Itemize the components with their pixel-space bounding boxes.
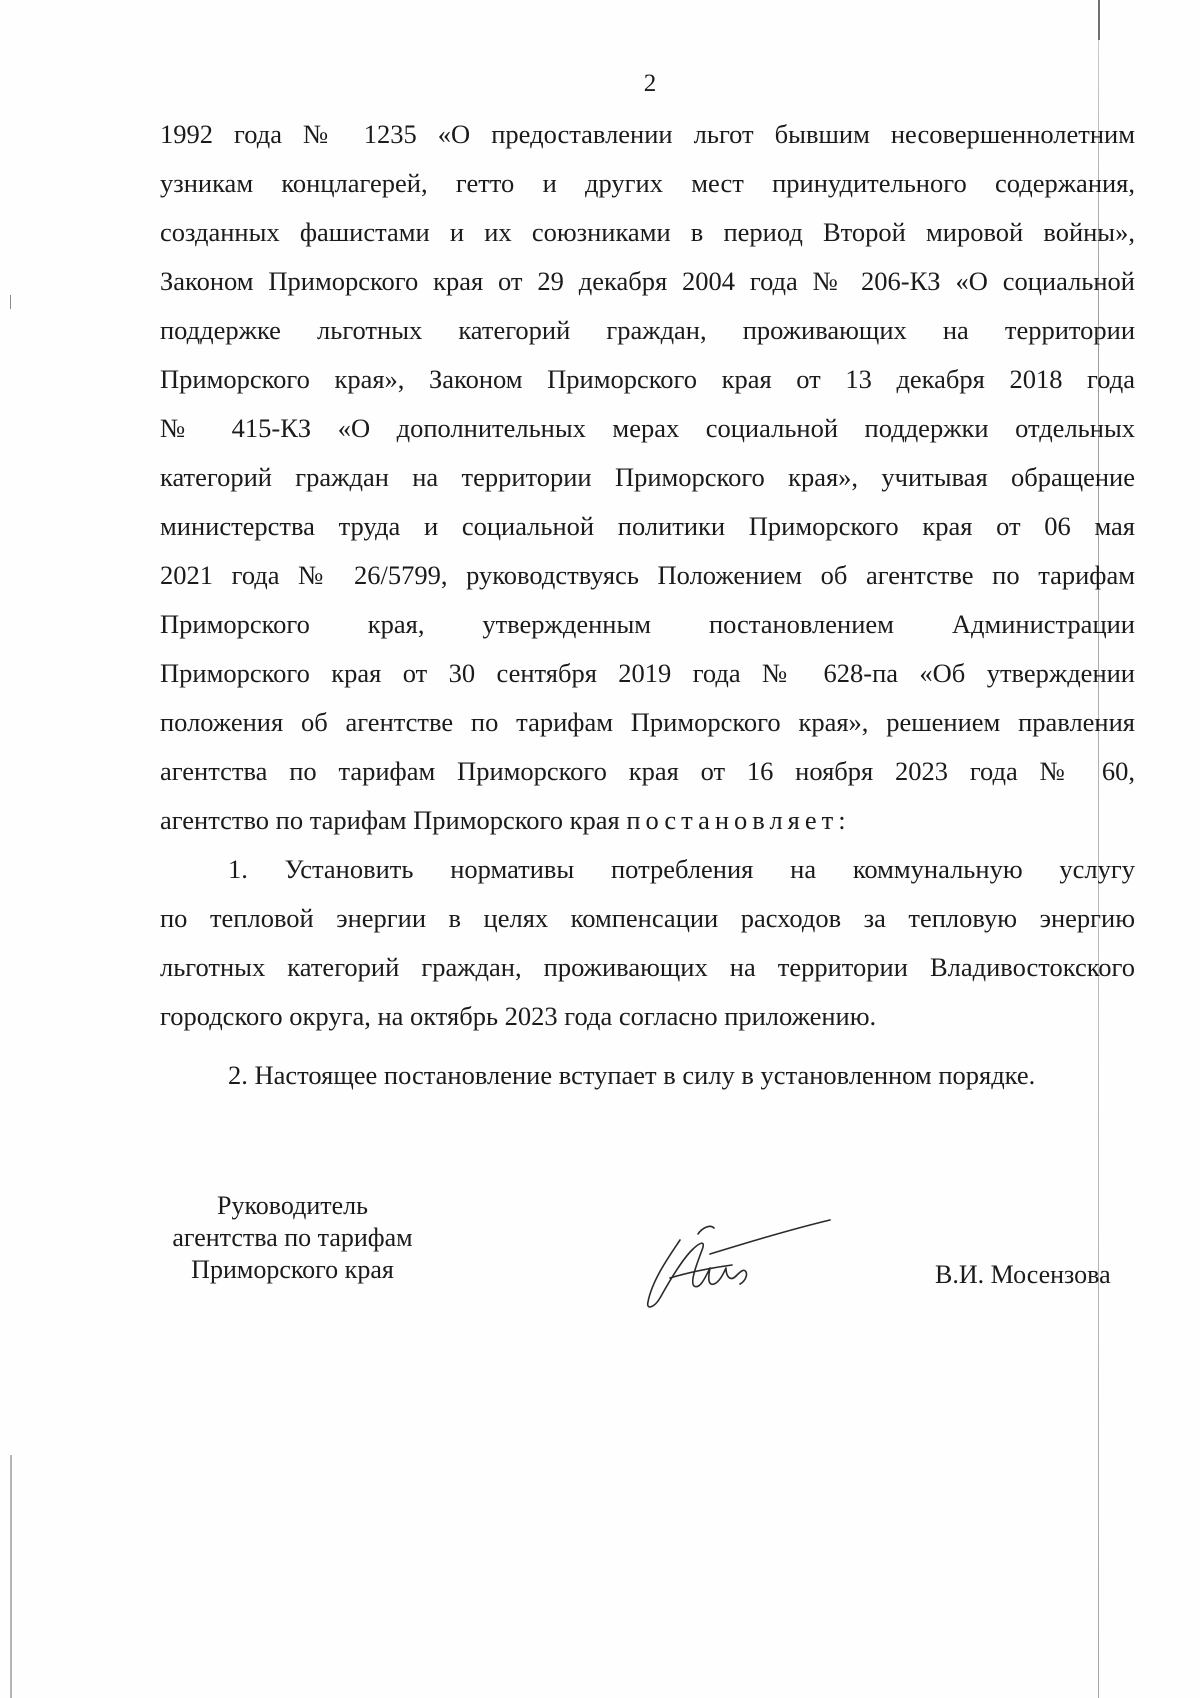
signatory-position (160, 1190, 425, 1286)
resolution-line (160, 796, 1135, 845)
scan-edge-left-bottom (10, 1455, 12, 1698)
item-1-line: по тепловой энергии в целях компенсации расходов за тепловую энергию (160, 903, 1135, 933)
body-line: министерства труда и социальной политики Приморского края от 06 мая (160, 511, 1135, 541)
body-line: 1992 года № 1235 «О предоставлении льгот бывшим несовершеннолетним (160, 119, 1135, 149)
item-1-line: городского округа, на октябрь 2023 года согласно приложению. (160, 1001, 877, 1031)
item-1-line: льготных категорий граждан, проживающих на территории Владивостокского (160, 952, 1135, 982)
body-line: положения об агентстве по тарифам Приморского края», решением правления (160, 707, 1135, 737)
signatory-name: В.И. Мосензова (935, 1260, 1111, 1289)
body-line: поддержке льготных категорий граждан, проживающих на территории (160, 315, 1135, 345)
resolution-keyword: постановляет: (626, 805, 851, 835)
handwritten-signature (640, 1210, 850, 1320)
item-1-line: 1. Установить нормативы потребления на коммунальную услугу (228, 854, 1135, 884)
body-line: № 415-КЗ «О дополнительных мерах социальной поддержки отдельных (160, 413, 1135, 443)
signatory-position-line: Руководитель (217, 1191, 368, 1220)
body-line: Приморского края от 30 сентября 2019 года № 628-па «Об утверждении (160, 658, 1135, 688)
page-number: 2 (643, 70, 657, 97)
signatory-position-line: агентства по тарифам (172, 1223, 413, 1252)
body-line: Приморского края, утвержденным постановлением Администрации (160, 609, 1135, 639)
body-line: агентства по тарифам Приморского края от 16 ноября 2023 года № 60, (160, 756, 1135, 786)
body-line: Приморского края», Законом Приморского края от 13 декабря 2018 года (160, 364, 1135, 394)
document-body (160, 110, 1135, 1100)
scan-mark-left (10, 295, 11, 309)
item-2-line: 2. Настоящее постановление вступает в силу в установленном порядке. (228, 1060, 1036, 1090)
body-line: 2021 года № 26/5799, руководствуясь Положением об агентстве по тарифам (160, 560, 1135, 590)
signatory-position-line: Приморского края (191, 1255, 394, 1284)
body-line: узникам концлагерей, гетто и других мест принудительного содержания, (160, 168, 1135, 198)
scan-edge-top-right (1098, 0, 1100, 40)
body-line: созданных фашистами и их союзниками в период Второй мировой войны», (160, 217, 1135, 247)
resolution-prefix: агентство по тарифам Приморского края (160, 805, 627, 835)
body-line: категорий граждан на территории Приморского края», учитывая обращение (160, 462, 1135, 492)
body-line: Законом Приморского края от 29 декабря 2004 года № 206-КЗ «О социальной (160, 266, 1135, 296)
